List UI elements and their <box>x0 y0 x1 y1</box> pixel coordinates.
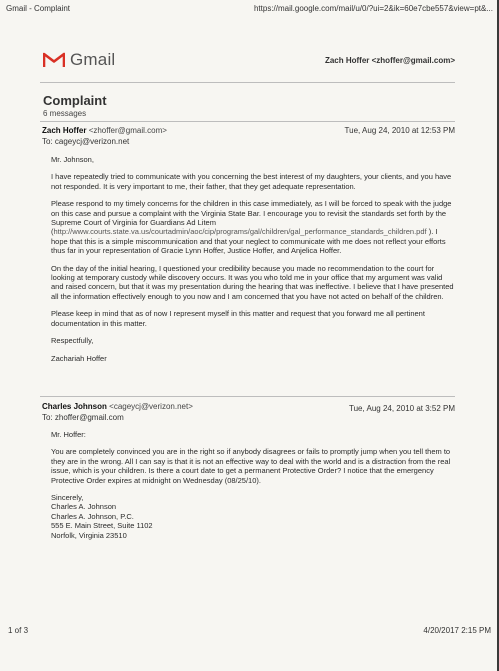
message-date: Tue, Aug 24, 2010 at 12:53 PM <box>344 126 455 135</box>
gmail-logo <box>43 50 115 70</box>
message-date: Tue, Aug 24, 2010 at 3:52 PM <box>349 404 455 413</box>
message-body <box>51 155 456 371</box>
message-header <box>42 402 193 422</box>
print-title: Gmail - Complaint <box>6 4 71 13</box>
page-number: 1 of 3 <box>8 626 29 635</box>
signature-line: Norfolk, Virginia 23510 <box>51 530 127 540</box>
paragraph: On the day of the initial hearing, I questioned your credibility because you made no recommendation to the court for looking at temporary custody while discovery occurs. It was you who told me in your office that my argument was valid and raised concern, but that it was my presentation during the hearing that was ineffective. I believe that I have presented all the information effectively enough to you now and I am concerned that you have not acted on behalf of the children. <box>51 263 454 301</box>
thread-subject: Complaint <box>43 93 107 108</box>
divider <box>40 121 455 122</box>
paragraph: Please respond to my timely concerns for the children in this case immediately, as I will be forced to speak with the judge on this case and pursue a complaint with the Virginia State Bar. I encourage you to revisit the standards set forth by the Supreme Court of Virginia for Guardians Ad Litem (http://www.courts.state.va.us/courtadmin/aoc/cip/programs/gal/children/gal_performance_standards_children.pdf ). I hope that this is a simple miscommunication and that your neglect to communicate with me does not reflect your efforts thus far in your representation of Gracie Lynn Hoffer, Justice Hoffer, and Anjelica Hoffer. <box>51 199 452 256</box>
sender-address: <zhoffer@gmail.com> <box>88 126 167 135</box>
print-timestamp: 4/20/2017 2:15 PM <box>423 626 491 635</box>
greeting: Mr. Johnson, <box>51 155 94 164</box>
signature-block <box>51 493 456 540</box>
signature-line: 555 E. Main Street, Suite 1102 <box>51 521 153 531</box>
message-header <box>42 126 167 146</box>
greeting: Mr. Hoffer: <box>51 430 86 439</box>
message-count: 6 messages <box>43 109 87 118</box>
account-name: Zach Hoffer <zhoffer@gmail.com> <box>324 56 455 65</box>
sender-name: Zach Hoffer <box>42 126 87 135</box>
recipient: To: cageycj@verizon.net <box>42 137 130 146</box>
gmail-wordmark: Gmail <box>70 50 116 69</box>
print-url: https://mail.google.com/mail/u/0/?ui=2&ik=60e7cbe557&view=pt&... <box>253 4 493 13</box>
paragraph: I have repeatedly tried to communicate with you concerning the best interest of my daughters, your clients, and you have not responded. It is very important to me, their father, that they get adequate representation. <box>51 172 452 191</box>
paragraph: You are completely convinced you are in the right so if anybody disagrees or fails to promptly jump when you tell them to they are in the wrong. All I can say is that it is not an effective way to deal with the world and is a distraction from the real issue, which is your children. Is there a court date to get a permanent Protective Order? I notice that the emergency Protective Order expires at midnight on Wednesday (08/25/10). <box>51 447 451 485</box>
signature-line: Charles A. Johnson, P.C. <box>51 511 134 521</box>
divider <box>40 82 455 83</box>
recipient: To: zhoffer@gmail.com <box>42 413 124 422</box>
paragraph: Please keep in mind that as of now I represent myself in this matter and request that you forward me all pertinent documentation in this matter. <box>51 309 425 328</box>
standards-link[interactable]: http://www.courts.state.va.us/courtadmin/aoc/cip/programs/gal/children/gal_performance_standards_children.pdf <box>53 227 427 237</box>
print-header <box>6 4 493 13</box>
gmail-m-icon <box>43 52 65 68</box>
message-body <box>51 430 456 540</box>
closing: Respectfully, <box>51 336 94 346</box>
closing: Sincerely, <box>51 493 84 503</box>
sender-name: Charles Johnson <box>42 402 107 411</box>
divider <box>40 396 455 397</box>
sender-address: <cageycj@verizon.net> <box>109 402 193 411</box>
signature: Zachariah Hoffer <box>51 353 107 363</box>
signature-line: Charles A. Johnson <box>51 502 117 512</box>
